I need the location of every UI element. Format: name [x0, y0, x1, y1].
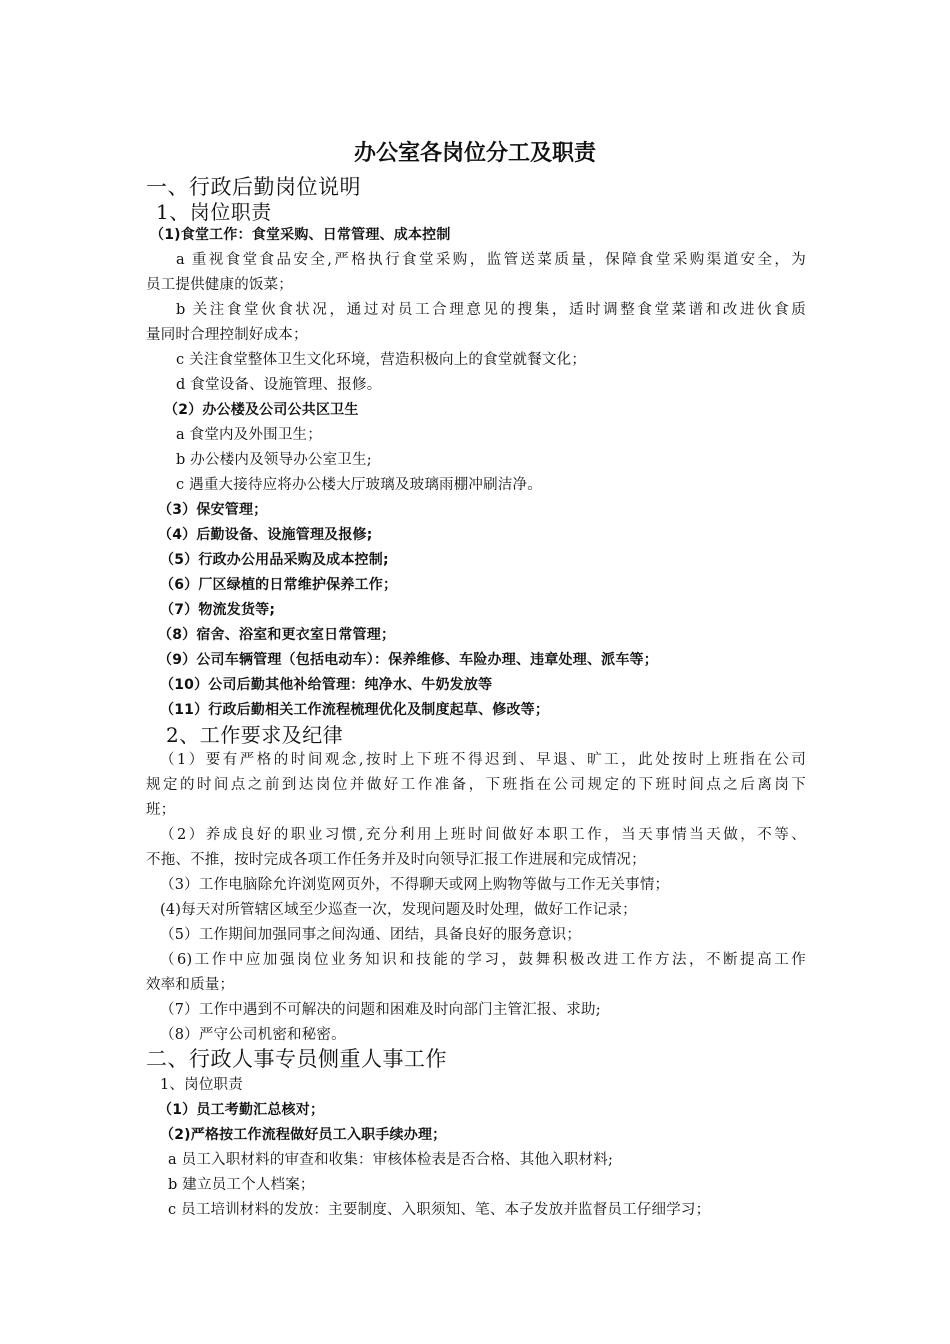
item-7: （7）物流发货等; — [160, 602, 276, 618]
item-1-a-line1: a 重视食堂食品安全,严格执行食堂采购，监管送菜质量，保障食堂采购渠道安全，为 — [176, 252, 806, 268]
sec2-item-2-b: b 建立员工个人档案； — [168, 1177, 315, 1193]
item-1-heading: （1)食堂工作：食堂采购、日常管理、成本控制 — [150, 227, 451, 243]
item-1-d: d 食堂设备、设施管理、报修。 — [176, 377, 382, 393]
sec2-item-2-c: c 员工培训材料的发放：主要制度、入职须知、笔、本子发放并监督员工仔细学习； — [168, 1202, 711, 1218]
req-7: （7）工作中遇到不可解决的问题和困难及时向部门主管汇报、求助; — [160, 1002, 601, 1018]
section-2-sub-1: 1、岗位职责 — [160, 1077, 243, 1093]
item-2-a: a 食堂内及外围卫生； — [176, 427, 322, 443]
req-3: （3）工作电脑除允许浏览网页外，不得聊天或网上购物等做与工作无关事情； — [160, 877, 670, 893]
req-6-line1: （6)工作中应加强岗位业务知识和技能的学习，鼓舞积极改进工作方法，不断提高工作 — [160, 952, 806, 968]
section-1-heading: 一、行政后勤岗位说明 — [146, 175, 361, 199]
item-1-b-line2: 量同时合理控制好成本； — [146, 327, 308, 343]
item-2-c: c 遇重大接待应将办公楼大厅玻璃及玻璃雨棚冲刷洁净。 — [176, 477, 542, 493]
item-11: （11）行政后勤相关工作流程梳理优化及制度起草、修改等； — [160, 702, 550, 718]
section-1-sub-1: 1、岗位职责 — [156, 200, 272, 224]
req-6-line2: 效率和质量； — [146, 977, 235, 993]
item-3: （3）保安管理； — [158, 502, 268, 518]
item-4: （4）后勤设备、设施管理及报修; — [158, 527, 373, 543]
sec2-item-1: （1）员工考勤汇总核对； — [158, 1102, 325, 1118]
req-5: （5）工作期间加强同事之间沟通、团结，具备良好的服务意识； — [160, 927, 582, 943]
item-2-b: b 办公楼内及领导办公室卫生; — [176, 452, 372, 468]
item-1-b-line1: b 关注食堂伙食状况，通过对员工合理意见的搜集，适时调整食堂菜谱和改进伙食质 — [176, 302, 806, 318]
req-1-line1: （1）要有严格的时间观念,按时上下班不得迟到、早退、旷工，此处按时上班指在公司 — [160, 752, 806, 768]
req-2-line1: （2）养成良好的职业习惯,充分利用上班时间做好本职工作，当天事情当天做，不等、 — [160, 827, 806, 843]
document-title: 办公室各岗位分工及职责 — [353, 140, 596, 166]
item-1-a-line2: 员工提供健康的饭菜； — [146, 277, 293, 293]
req-1-line3: 班； — [146, 802, 176, 818]
req-4: (4)每天对所管辖区域至少巡查一次，发现问题及时处理，做好工作记录； — [160, 902, 637, 918]
sec2-item-2-a: a 员工入职材料的审查和收集：审核体检表是否合格、其他入职材料; — [168, 1152, 614, 1168]
item-8: （8）宿舍、浴室和更衣室日常管理； — [158, 627, 396, 643]
section-1-sub-2: 2、工作要求及纪律 — [166, 723, 344, 747]
item-9: （9）公司车辆管理（包括电动车）：保养维修、车险办理、违章处理、派车等； — [158, 652, 658, 668]
req-8: （8）严守公司机密和秘密。 — [160, 1027, 346, 1043]
item-2-heading: （2）办公楼及公司公共区卫生 — [164, 402, 359, 418]
req-2-line2: 不拖、不推，按时完成各项工作任务并及时向领导汇报工作进展和完成情况； — [146, 852, 646, 868]
sec2-item-2: （2)严格按工作流程做好员工入职手续办理； — [160, 1127, 447, 1143]
item-10: （10）公司后勤其他补给管理：纯净水、牛奶发放等 — [160, 677, 493, 693]
item-1-c: c 关注食堂整体卫生文化环境，营造积极向上的食堂就餐文化； — [176, 352, 587, 368]
section-2-heading: 二、行政人事专员侧重人事工作 — [146, 1047, 447, 1071]
item-6: （6）厂区绿植的日常维护保养工作； — [160, 577, 398, 593]
req-1-line2: 规定的时间点之前到达岗位并做好工作准备，下班指在公司规定的下班时间点之后离岗下 — [146, 777, 806, 793]
item-5: （5）行政办公用品采购及成本控制; — [160, 552, 389, 568]
